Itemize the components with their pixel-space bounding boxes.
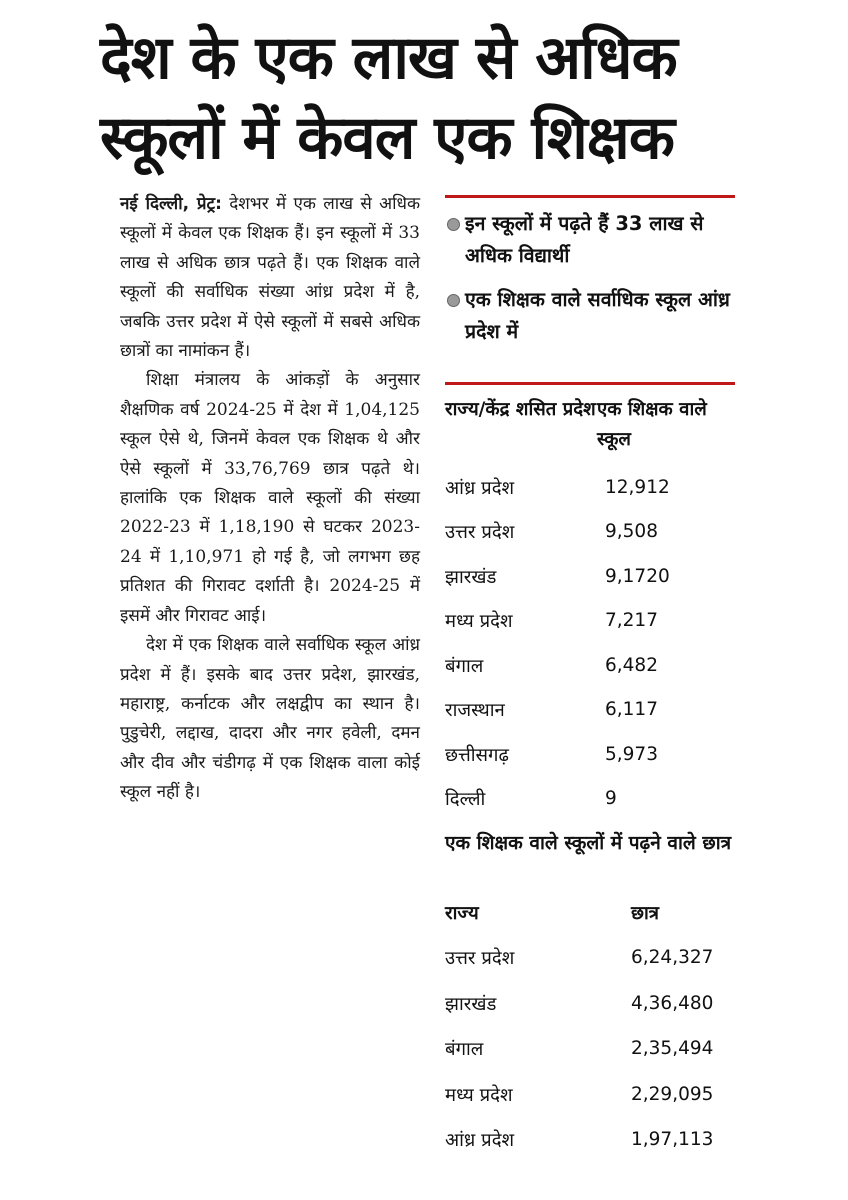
row-state: झारखंड	[445, 993, 497, 1015]
article-paragraph-1	[120, 190, 420, 366]
data-tables	[445, 395, 737, 1163]
row-state: आंध्र प्रदेश	[445, 477, 515, 499]
row-value: 1,97,113	[631, 1129, 714, 1151]
row-state: बंगाल	[445, 1039, 484, 1061]
highlight-item	[445, 284, 737, 348]
row-value: 9,508	[605, 521, 658, 543]
table1-header	[445, 395, 737, 465]
table1-header-state: राज्य/केंद्र शसित प्रदेश	[445, 399, 596, 420]
highlight-text: इन स्कूलों में पढ़ते हैं 33 लाख से अधिक विद्यार्थी	[465, 212, 704, 267]
row-value: 7,217	[605, 610, 658, 632]
highlights-box	[445, 208, 737, 360]
table2-header-state: राज्य	[445, 903, 479, 924]
row-state: झारखंड	[445, 566, 497, 588]
row-value: 6,117	[605, 699, 658, 721]
row-state: मध्य प्रदेश	[445, 611, 513, 633]
table-row	[445, 599, 737, 644]
row-state: बंगाल	[445, 655, 484, 677]
table-row	[445, 688, 737, 733]
middle-red-rule	[445, 382, 735, 385]
table2-title: एक शिक्षक वाले स्कूलों में पढ़ने वाले छात्र	[445, 832, 732, 854]
highlight-item	[445, 208, 737, 272]
table-row	[445, 554, 737, 599]
article-paragraph-1-text: देशभर में एक लाख से अधिक स्कूलों में केवल एक शिक्षक हैं। इन स्कूलों में 33 लाख से अधिक छात्र पढ़ते हैं। एक शिक्षक वाले स्कूलों की सर्वाधिक संख्या आंध्र प्रदेश में है, जबकि उत्तर प्रदेश में ऐसे स्कूलों में सबसे अधिक छात्रों का नामांकन हैं।	[120, 194, 420, 362]
table-row	[445, 465, 737, 510]
row-value: 6,24,327	[631, 947, 714, 969]
headline	[100, 18, 740, 178]
row-value: 5,973	[605, 743, 658, 765]
row-value: 4,36,480	[631, 992, 714, 1014]
article-paragraph-2: शिक्षा मंत्रालय के आंकड़ों के अनुसार शैक्षणिक वर्ष 2024-25 में देश में 1,04,125 स्कूल ऐसे थे, जिनमें केवल एक शिक्षक थे और ऐसे स्कूलों में 33,76,769 छात्र पढ़ते थे। हालांकि एक शिक्षक वाले स्कूलों की संख्या 2022-23 में 1,18,190 से घटकर 2023-24 में 1,10,971 हो गई है, जो लगभग छह प्रतिशत की गिरावट दर्शाती है। 2024-25 में इसमें और गिरावट आई।	[120, 370, 420, 626]
table2-header	[445, 899, 737, 935]
headline-line-1: देश के एक लाख से अधिक	[100, 23, 677, 93]
row-state: मध्य प्रदेश	[445, 1084, 513, 1106]
row-value: 2,35,494	[631, 1038, 714, 1060]
row-state: आंध्र प्रदेश	[445, 1130, 515, 1152]
table-row	[445, 981, 737, 1027]
highlight-text: एक शिक्षक वाले सर्वाधिक स्कूल आंध्र प्रदेश में	[465, 288, 730, 343]
row-value: 6,482	[605, 654, 658, 676]
article-body	[120, 190, 420, 808]
table-row	[445, 935, 737, 981]
row-value: 2,29,095	[631, 1083, 714, 1105]
table-row	[445, 643, 737, 688]
table-row	[445, 777, 737, 822]
row-state: दिल्ली	[445, 789, 486, 811]
article-paragraph-3: देश में एक शिक्षक वाले सर्वाधिक स्कूल आंध्र प्रदेश में हैं। इसके बाद उत्तर प्रदेश, झारखंड, महाराष्ट्र, कर्नाटक और लक्षद्वीप का स्थान है। पुडुचेरी, लद्दाख, दादरा और नगर हवेली, दमन और दीव और चंडीगढ़ में एक शिक्षक वाला कोई स्कूल नहीं है।	[120, 635, 420, 803]
table-row	[445, 1072, 737, 1118]
top-red-rule	[445, 195, 735, 198]
row-state: राजस्थान	[445, 700, 505, 722]
bullet-icon	[447, 218, 460, 231]
table2-body	[445, 935, 737, 1163]
bullet-icon	[447, 294, 460, 307]
table-row	[445, 510, 737, 555]
dateline: नई दिल्ली, प्रेट्र:	[120, 194, 222, 214]
row-state: उत्तर प्रदेश	[445, 948, 515, 970]
table-row	[445, 1026, 737, 1072]
table2-header-students: छात्र	[631, 903, 659, 924]
row-state: छत्तीसगढ़	[445, 744, 509, 766]
table-row	[445, 1117, 737, 1163]
row-value: 9	[605, 788, 617, 810]
table-row	[445, 732, 737, 777]
table1-header-schools: एक शिक्षक वाले स्कूल	[597, 399, 707, 450]
table1-body	[445, 465, 737, 821]
row-value: 12,912	[605, 476, 670, 498]
row-state: उत्तर प्रदेश	[445, 522, 515, 544]
row-value: 9,1720	[605, 565, 670, 587]
headline-line-2: स्कूलों में केवल एक शिक्षक	[100, 103, 674, 173]
